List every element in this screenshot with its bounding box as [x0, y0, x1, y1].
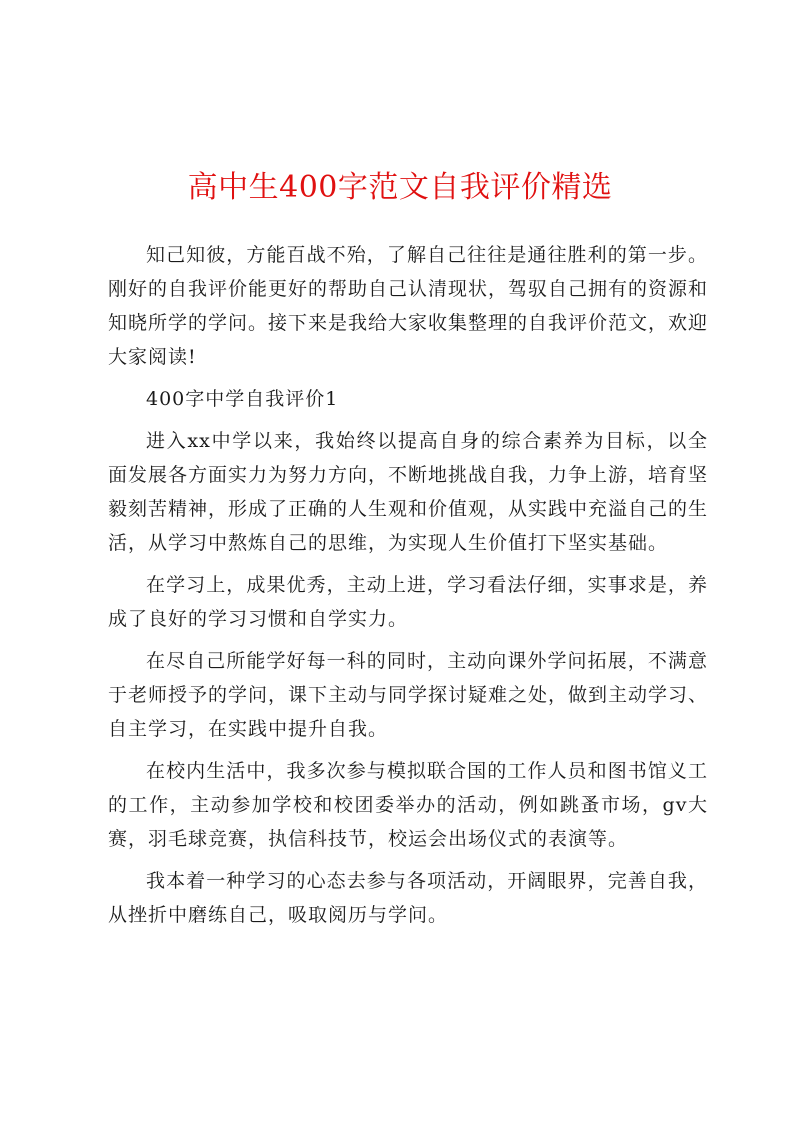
paragraph-overview: 进入xx中学以来，我始终以提高自身的综合素养为目标，以全面发展各方面实力为努力方向，不断地挑战自我，力争上游，培育坚毅刻苦精神，形成了正确的人生观和价值观，从实践中充溢自己的生活，从学习中熬炼自己的思维，为实现人生价值打下坚实基础。 — [108, 430, 709, 554]
page-title: 高中生400字范文自我评价精选 — [187, 170, 613, 205]
paragraph-extracurricular-learning: 在尽自己所能学好每一科的同时，主动向课外学问拓展，不满意于老师授予的学问，课下主动与同学探讨疑难之处，做到主动学习、自主学习，在实践中提升自我。 — [108, 650, 709, 740]
paragraph-intro: 知己知彼，方能百战不殆，了解自己往往是通往胜利的第一步。刚好的自我评价能更好的帮助自己认清现状，驾驭自己拥有的资源和知晓所学的学问。接下来是我给大家收集整理的自我评价范文，欢迎大家阅读! — [108, 244, 709, 368]
document-body — [108, 238, 708, 940]
paragraph-campus-life: 在校内生活中，我多次参与模拟联合国的工作人员和图书馆义工的工作，主动参加学校和校团委举办的活动，例如跳蚤市场，gv大赛，羽毛球竞赛，执信科技节，校运会出场仪式的表演等。 — [108, 760, 708, 850]
paragraph-attitude: 我本着一种学习的心态去参与各项活动，开阔眼界，完善自我，从挫折中磨练自己，吸取阅历与学问。 — [108, 870, 708, 926]
section-heading: 400字中学自我评价1 — [146, 388, 339, 410]
paragraph-study: 在学习上，成果优秀，主动上进，学习看法仔细，实事求是，养成了良好的学习习惯和自学实力。 — [108, 574, 708, 630]
